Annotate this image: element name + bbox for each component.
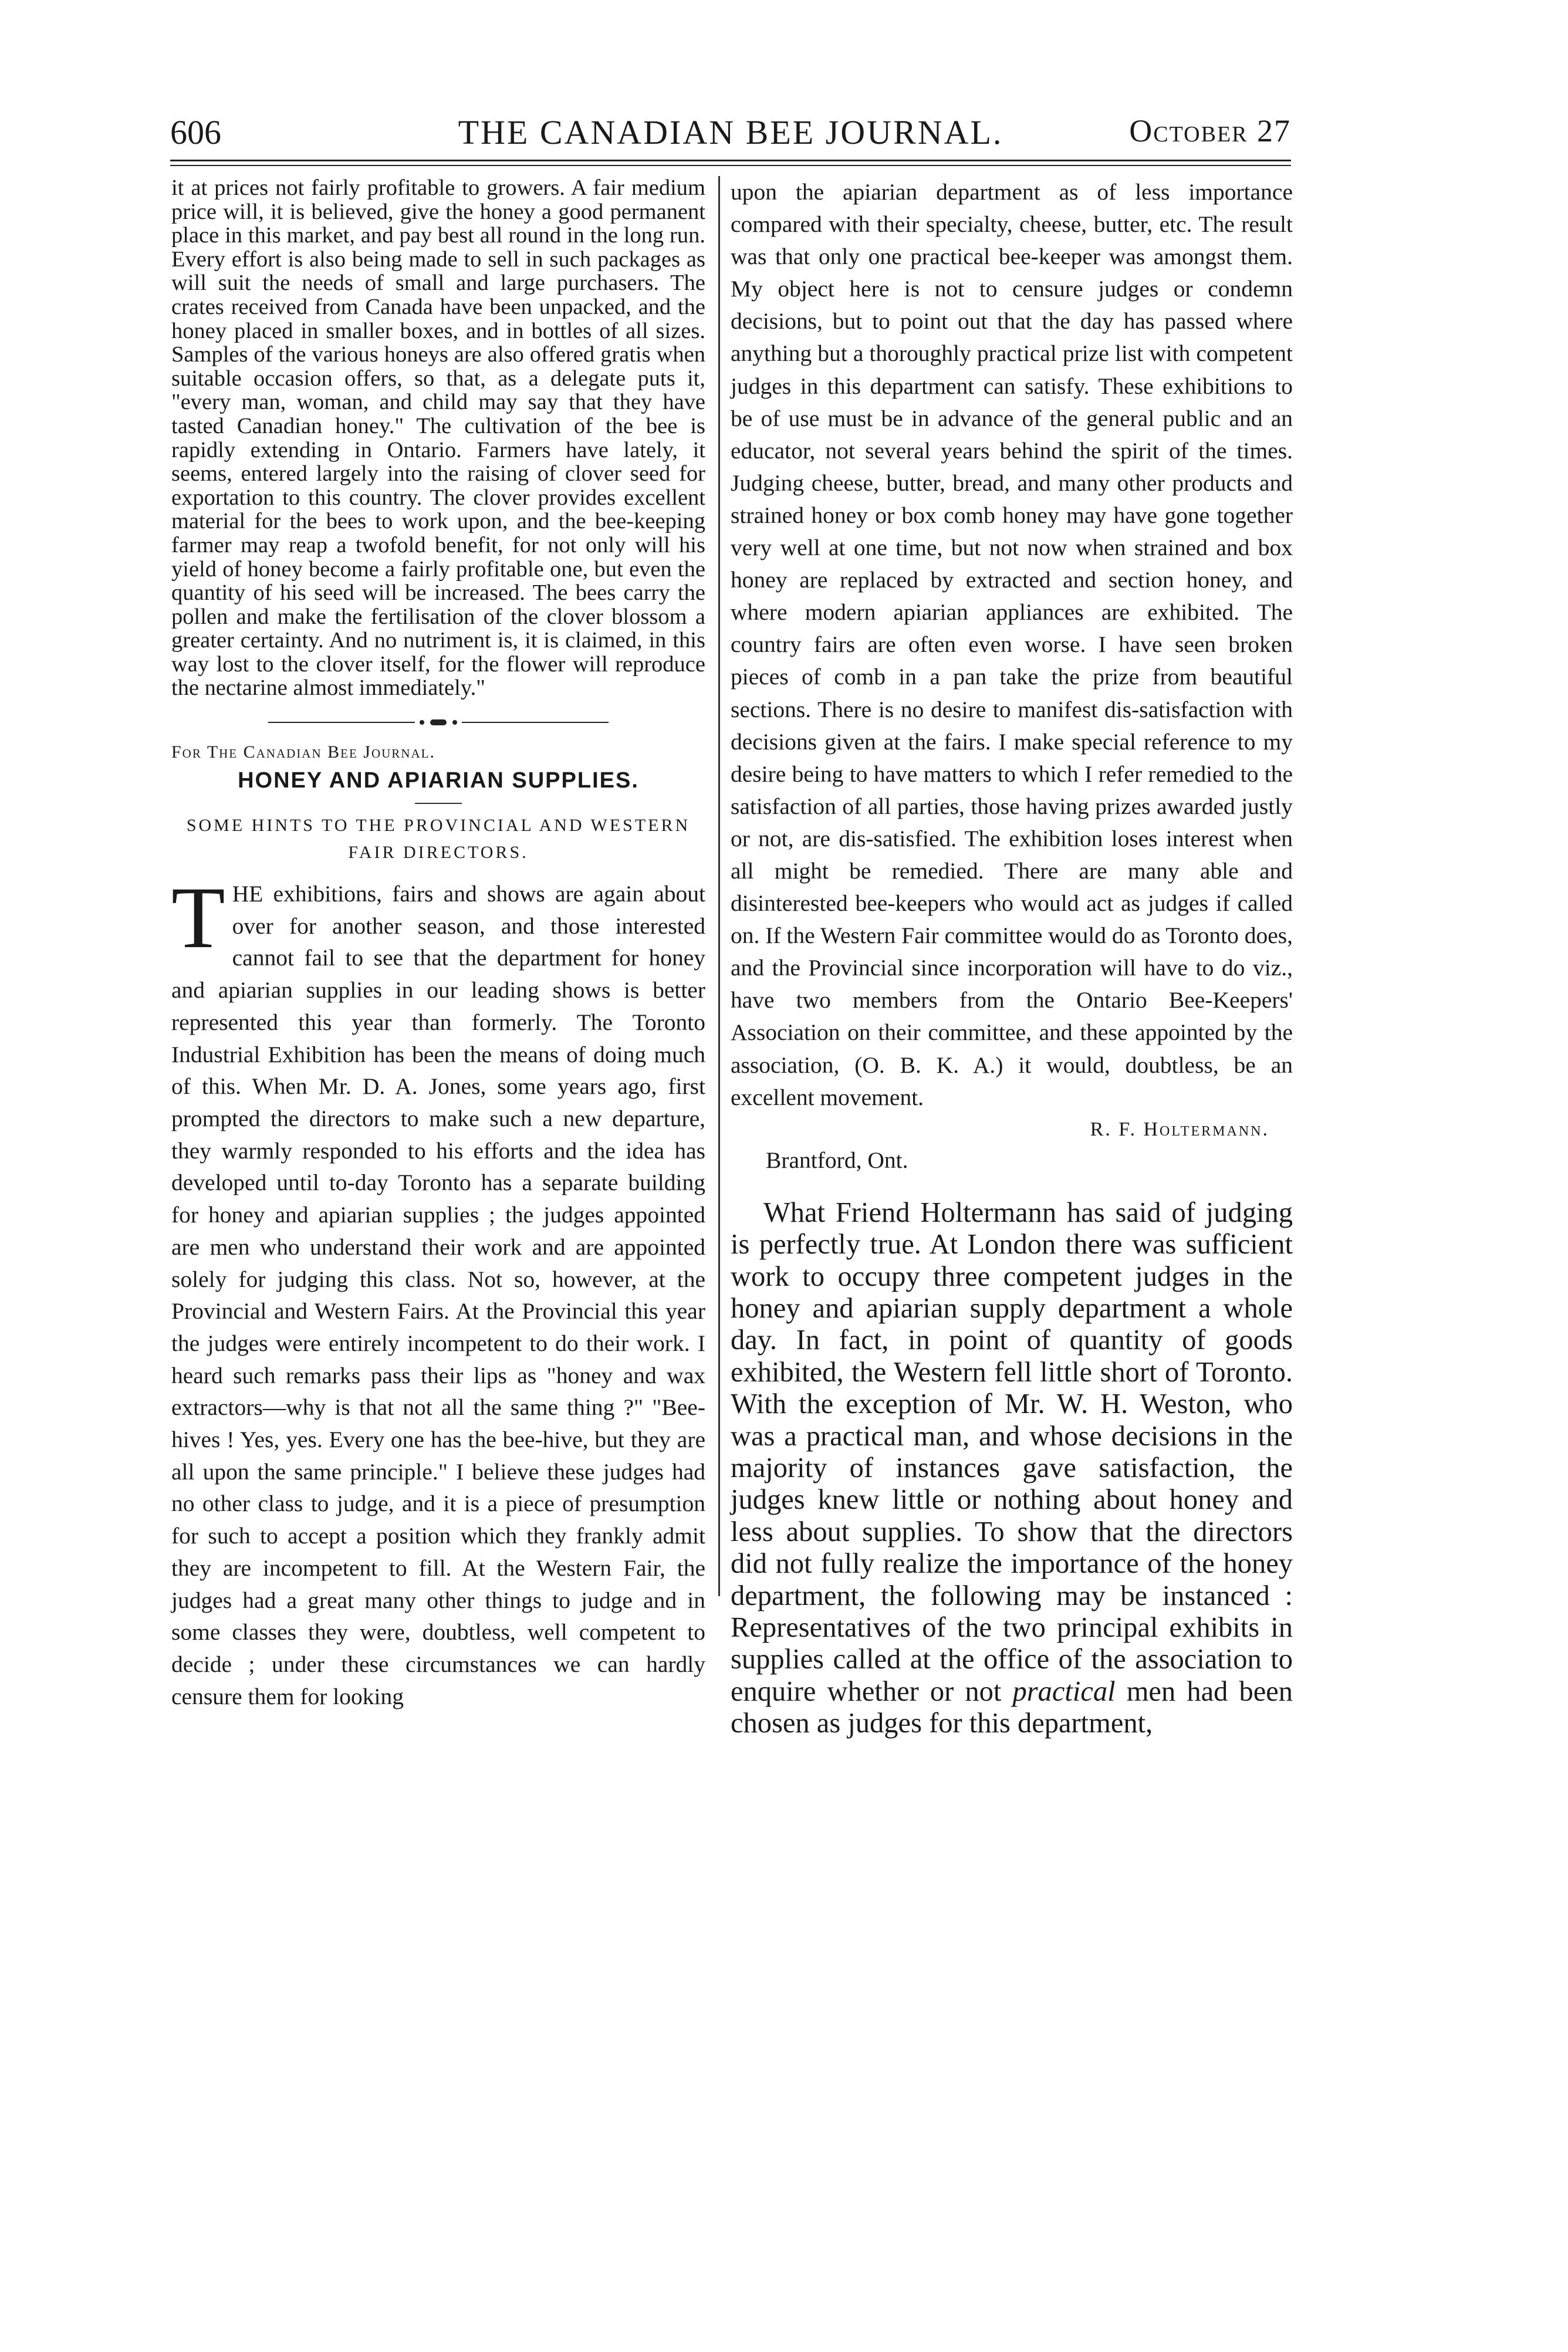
article-subtitle — [171, 812, 705, 866]
editorial-text-end: men had been chosen as judges for this department, — [731, 1675, 1293, 1739]
author-signature: R. F. Holtermann. — [1090, 1118, 1269, 1140]
article-body — [171, 869, 705, 1712]
article-continuation: upon the apiarian department as of less importance compared with their specialty, cheese, butter, etc. The result was that only one practical bee-keeper was amongst them. My object here is not to censure judges or condemn decisions, but to point out that the day has passed where anything but a thoroughly practical prize list with competent judges in this department can satisfy. These exhibitions to be of use must be in advance of the general public and an educator, not several years behind the spirit of the times. Judging cheese, butter, bread, and many other products and strained honey or box comb honey may have gone together very well at one time, but not now when strained and box honey are replaced by extracted and section honey, and where modern apiarian appliances are exhibited. The country fairs are often even worse. I have seen broken pieces of comb in a pan take the prize from beautiful sections. There is no desire to manifest dis-satisfaction with decisions given at the fairs. I make special reference to my desire being to have matters to which I refer remedied to the satisfaction of all parties, those having prizes awarded justly or not, are dis-satisfied. The exhibition loses interest when all might be remedied. There are many able and disinterested bee-keepers who would act as judges if called on. If the Western Fair committee would do as Toronto does, and the Provincial since incorporation will have to do viz., have two members from the Ontario Bee-Keepers' Association on their committee, and these appointed by the association, (O. B. K. A.) it would, doubtless, be an excellent movement. — [731, 179, 1293, 1110]
article-title: HONEY AND APIARIAN SUPPLIES. — [238, 768, 639, 793]
header-rule — [170, 160, 1291, 161]
continued-article-text: it at prices not fairly profitable to growers. A fair medium price will, it is believed, give the honey a good permanent place in this market, and pay best all round in the long run. Every effort is also being made to sell in such packages as will suit the needs of small and large purchasers. The crates received from Canada have been unpacked, and the honey placed in smaller boxes, and in bottles of all sizes. Samples of the various honeys are also offered gratis when suitable occasion offers, so that, as a delegate puts it, "every man, woman, and child may say that they have tasted Canadian honey." The cultivation of the bee is rapidly extending in Ontario. Farmers have lately, it seems, entered largely into the raising of clover seed for exportation to this country. The clover provides excellent material for the bees to work upon, and the bee-keeping farmer may reap a twofold benefit, for not only will his yield of honey become a fairly profitable one, but even the quantity of his seed will be increased. The bees carry the pollen and make the fertilisation of the clover blossom a greater certainty. And no nutriment is, it is claimed, in this way lost to the clover itself, for the flower will reproduce the nectarine almost immediately." — [171, 175, 705, 701]
article-body-text: HE exhibitions, fairs and shows are again about over for another season, and those interested cannot fail to see that the department for honey and apiarian supplies in our leading shows is better represented this year than formerly. The Toronto Industrial Exhibition has been the means of doing much of this. When Mr. D. A. Jones, some years ago, first prompted the directors to make such a new departure, they warmly responded to his efforts and the idea has developed until to-day Toronto has a separate building for honey and apiarian supplies ; the judges appointed are men who understand their work and are appointed solely for judging this class. Not so, however, at the Provincial and Western Fairs. At the Provincial this year the judges were entirely incompetent to do their work. I heard such remarks pass their lips as "honey and wax extractors—why is that not all the same thing ?" "Bee-hives ! Yes, yes. Every one has the bee-hive, but they are all upon the same principle." I believe these judges had no other class to judge, and it is a piece of presumption for such to accept a position which they frankly admit they are incompetent to fill. At the Western Fair, the judges had a great many other things to judge and in some classes they were, doubtless, well competent to decide ; under these circumstances we can hardly censure them for looking — [171, 881, 705, 1709]
right-column — [731, 176, 1293, 1740]
column-divider — [718, 176, 720, 1596]
editorial-italic-word: practical — [1012, 1675, 1116, 1707]
left-column — [171, 176, 705, 1712]
editorial-text: What Friend Holtermann has said of judging is perfectly true. At London there was sufficient work to occupy three competent judges in the honey and apiarian supply department a whole day. In fact, in point of quantity of goods exhibited, the Western fell little short of Toronto. With the exception of Mr. W. H. Weston, who was a practical man, and whose decisions in the majority of instances gave satisfaction, the judges knew little or nothing about honey and less about supplies. To show that the directors did not fully realize the importance of the honey department, the following may be instanced : Representatives of the two principal exhibits in supplies called at the office of the association to enquire whether or not — [731, 1197, 1293, 1707]
page-number: 606 — [170, 113, 221, 151]
header-rule-thin — [170, 165, 1291, 166]
running-header — [170, 113, 1291, 165]
author-location: Brantford, Ont. — [766, 1147, 908, 1173]
source-line: For The Canadian Bee Journal. — [171, 742, 435, 762]
editorial-comment — [731, 1197, 1293, 1740]
subtitle-line-1: SOME HINTS TO THE PROVINCIAL AND WESTERN — [186, 816, 691, 836]
subtitle-line-2: FAIR DIRECTORS. — [348, 843, 529, 863]
drop-cap: T — [171, 869, 225, 967]
issue-date: October 27 — [1129, 113, 1291, 148]
ornamental-divider-icon — [268, 717, 609, 728]
journal-title: THE CANADIAN BEE JOURNAL. — [458, 113, 1003, 151]
title-rule — [415, 803, 462, 804]
